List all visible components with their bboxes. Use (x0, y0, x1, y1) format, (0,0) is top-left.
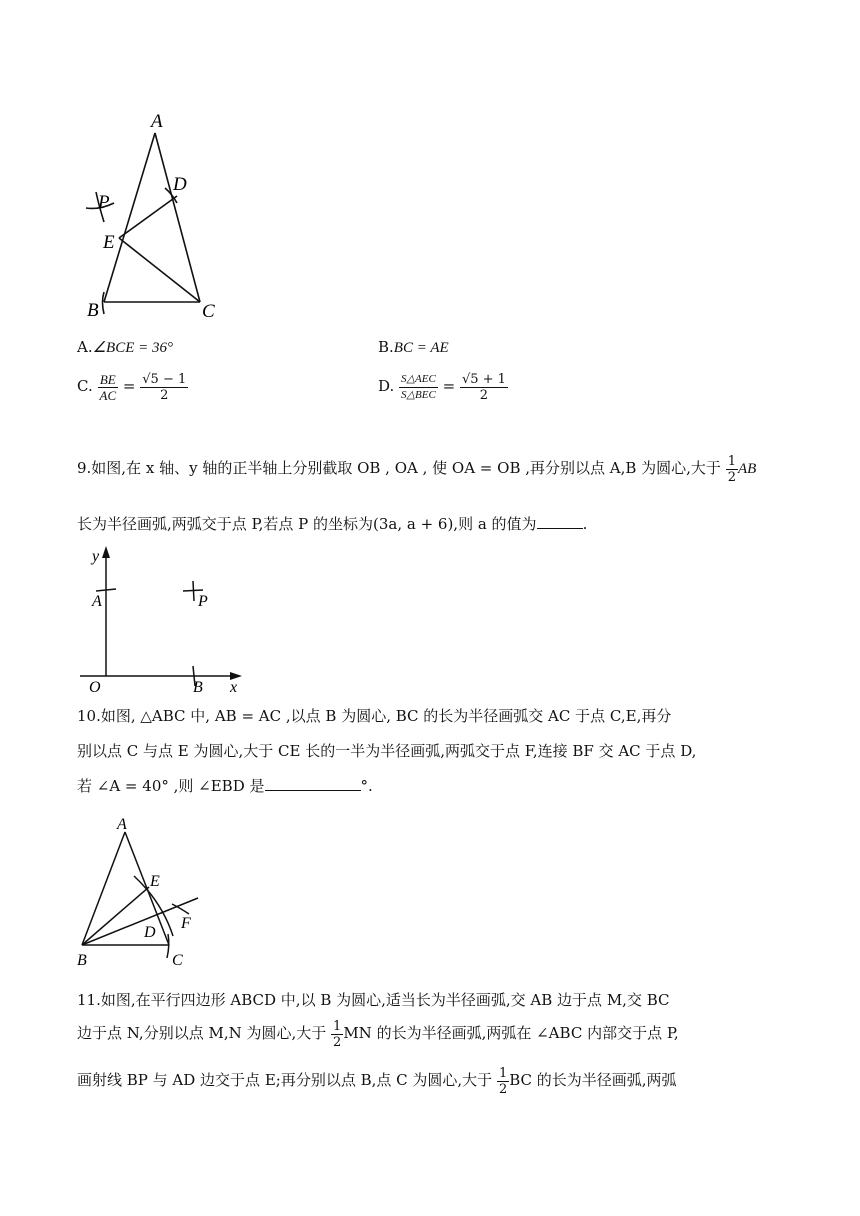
q10-label-D: D (144, 924, 156, 941)
q11-line3-fraction: $\frac{1}{2}$ (498, 1065, 508, 1097)
q8-c-rhs-fraction: $\frac{√5 - 1}{2}$ (142, 371, 187, 403)
q8-d-lhs-fraction: $\frac{\text{S△AEC}}{\text{S△BEC}}$ (401, 372, 436, 401)
q9-figure (75, 540, 255, 700)
q8-label-C: C (202, 301, 215, 322)
q9-label-y: y (92, 548, 100, 565)
q8-label-E: E (103, 232, 115, 253)
q8-label-A: A (151, 111, 163, 132)
q8-option-c: C. $\frac{BE}{AC}$ = $\frac{√5 - 1}{2}$ (77, 371, 187, 403)
q10-label-C: C (172, 952, 183, 968)
q8-label-B: B (87, 300, 99, 321)
q11-line-3: 画射线 BP 与 AD 边交于点 E;再分别以点 B,点 C 为圆心,大于 $\frac{1}{2}$ BC 的长为半径画弧,两弧 (77, 1065, 677, 1097)
q10-label-A: A (117, 816, 127, 833)
q11-line-2: 边于点 N,分别以点 M,N 为圆心,大于 $\frac{1}{2}$ MN 的长为半径画弧,两弧在 ∠ABC 内部交于点 P, (77, 1018, 679, 1050)
q10-label-E: E (150, 873, 160, 890)
q8-label-D: D (173, 174, 187, 195)
q10-label-B: B (77, 952, 87, 968)
q9-answer-blank (537, 514, 583, 529)
q10-answer-blank (265, 776, 361, 791)
q8-c-lhs-fraction: $\frac{BE}{AC}$ (99, 371, 117, 403)
q10-figure (72, 808, 212, 968)
q9-line-2: 长为半径画弧,两弧交于点 P,若点 P 的坐标为(3a, a + 6),则 a 的值为 . (77, 515, 588, 533)
q9-label-x: x (230, 679, 238, 696)
q8-option-a: A.∠BCE = 36° (77, 338, 174, 356)
q9-fraction: $\frac{1}{2}$ (727, 453, 736, 485)
q8-figure (70, 105, 230, 325)
q8-d-rhs-fraction: $\frac{√5 + 1}{2}$ (461, 371, 506, 403)
q10-line-1: 10.如图, △ABC 中, AB = AC ,以点 B 为圆心, BC 的长为半径画弧交 AC 于点 C,E,再分 (77, 707, 672, 725)
q9-label-P: P (198, 593, 208, 610)
q11-line2-fraction: $\frac{1}{2}$ (333, 1018, 342, 1050)
q9-label-A: A (92, 593, 102, 610)
q11-line-1: 11.如图,在平行四边形 ABCD 中,以 B 为圆心,适当长为半径画弧,交 AB 边于点 M,交 BC (77, 991, 670, 1009)
q8-option-b: B.BC = AE (378, 338, 449, 356)
q10-label-F: F (181, 915, 191, 932)
q9-line-1: 9.如图,在 x 轴、y 轴的正半轴上分别截取 OB , OA , 使 OA = OB ,再分别以点 A,B 为圆心,大于 $\frac{1}{2}$ AB (77, 453, 757, 485)
q10-line-2: 别以点 C 与点 E 为圆心,大于 CE 长的一半为半径画弧,两弧交于点 F,连接 BF 交 AC 于点 D, (77, 742, 697, 760)
q10-line-3: 若 ∠A = 40° ,则 ∠EBD 是 °. (77, 777, 373, 795)
q8-label-P: P (98, 192, 110, 213)
q9-label-B: B (193, 679, 203, 696)
q9-label-O: O (89, 679, 101, 696)
q8-option-d: D. $\frac{\text{S△AEC}}{\text{S△BEC}}$ = $\frac{√5 + 1}{2}$ (378, 371, 506, 403)
